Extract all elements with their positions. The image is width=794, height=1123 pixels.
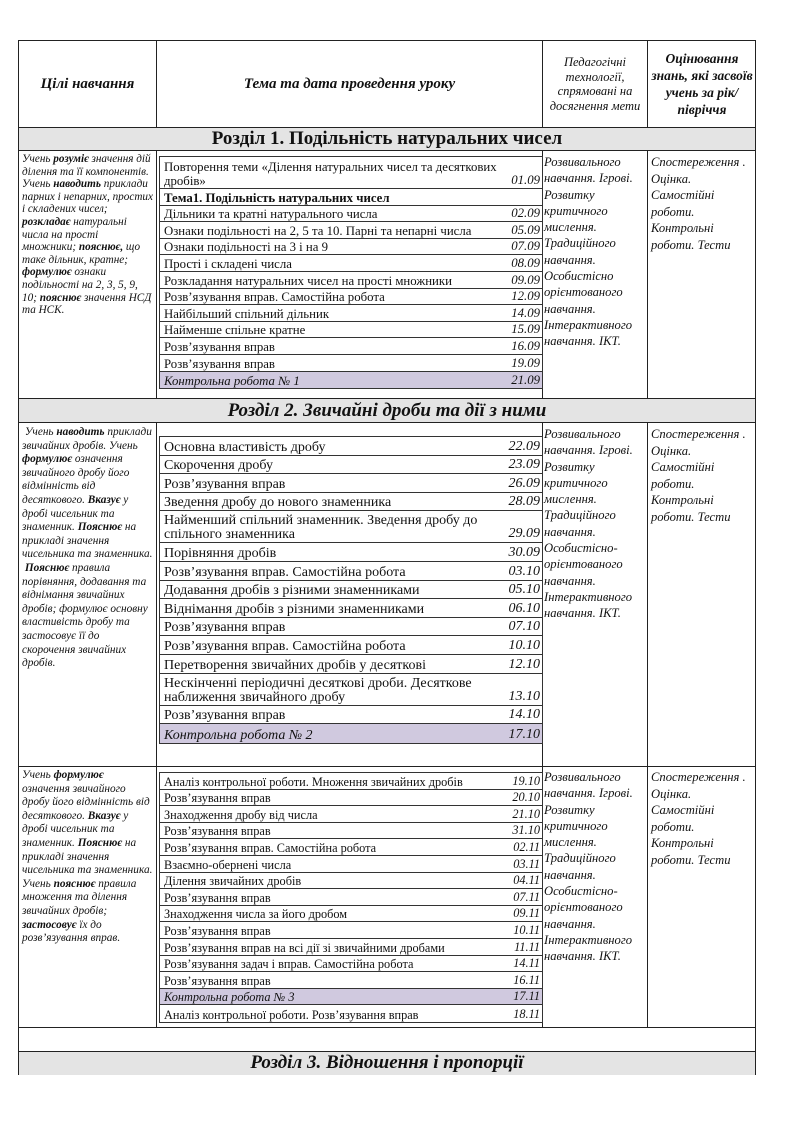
lesson-date: 17.11: [513, 989, 540, 1004]
section-1-lessons: [159, 156, 543, 389]
lesson-title: Розв’язування вправ: [164, 620, 286, 636]
lesson-title: Додавання дробів з різними знаменниками: [164, 583, 420, 599]
lesson-title: Ознаки подільності на 2, 5 та 10. Парні та непарні числа: [164, 223, 472, 238]
lesson-row: [160, 823, 542, 840]
lesson-title: Аналіз контрольної роботи. Множення звичайних дробів: [164, 774, 463, 789]
lesson-date: 05.10: [508, 582, 540, 598]
control-work-row: [160, 989, 542, 1006]
col-divider: [542, 41, 543, 127]
lesson-date: 26.09: [508, 475, 540, 491]
lesson-row: [160, 636, 542, 655]
lesson-title: Розв’язування вправ: [164, 339, 275, 354]
header-assess: Оцінювання знань, які засвоїв учень за рік/півріччя: [651, 51, 753, 117]
lesson-title: Розв’язування вправ. Самостійна робота: [164, 290, 385, 305]
lesson-row: [160, 157, 542, 189]
lesson-row: [160, 239, 542, 256]
lesson-date: 01.09: [511, 173, 540, 187]
lesson-date: 19.09: [511, 355, 540, 370]
lesson-title: Розв’язування вправ. Самостійна робота: [164, 638, 406, 654]
lesson-row: [160, 618, 542, 637]
plan-table: [18, 40, 756, 1075]
lesson-row: [160, 655, 542, 674]
lesson-row: [160, 206, 542, 223]
header-tech: Педагогічні технології, спрямовані на досягнення мети: [549, 55, 641, 113]
lesson-title: Контрольна робота № 3: [164, 990, 295, 1005]
header-topic: Тема та дата проведення уроку: [243, 75, 456, 92]
lesson-row: [160, 543, 542, 562]
lesson-title: Розв’язування вправ: [164, 923, 271, 938]
lesson-date: 28.09: [508, 494, 540, 510]
lesson-date: 29.09: [508, 526, 540, 542]
lesson-date: 09.11: [513, 906, 540, 921]
lesson-date: 03.11: [513, 856, 540, 871]
lesson-title: Найменший спільний знаменник. Зведення дробу до спільного знаменника: [164, 513, 478, 543]
lesson-row: [160, 706, 542, 725]
lesson-title: Основна властивість дробу: [164, 439, 326, 455]
lesson-title: Прості і складені числа: [164, 256, 292, 271]
lesson-title: Розв’язування задач і вправ. Самостійна робота: [164, 957, 414, 972]
lesson-title: Розв’язування вправ на всі дії зі звичайними дробами: [164, 940, 445, 955]
lesson-date: 30.09: [508, 544, 540, 560]
lesson-title: Зведення дробу до нового знаменника: [164, 495, 392, 511]
lesson-date: 17.10: [508, 726, 540, 742]
lesson-row: [160, 773, 542, 790]
lesson-title: Розв’язування вправ: [164, 708, 286, 724]
lesson-date: 23.09: [508, 457, 540, 473]
lesson-row: [160, 906, 542, 923]
lesson-row: [160, 674, 542, 706]
lesson-title: Контрольна робота № 2: [164, 727, 313, 743]
lesson-title: Розв’язування вправ: [164, 973, 271, 988]
lesson-date: 22.09: [508, 438, 540, 454]
lesson-title: Перетворення звичайних дробів у десяткові: [164, 657, 426, 673]
lesson-date: 12.10: [508, 656, 540, 672]
lesson-row: [160, 581, 542, 600]
lesson-date: 10.10: [508, 637, 540, 653]
lesson-date: 04.11: [513, 873, 540, 888]
lesson-title: Тема1. Подільність натуральних чисел: [164, 190, 390, 205]
section-2b-tech: Розвивального навчання. Ігрові. Розвитку критичного мислення. Традиційного навчання. Особистісно-орієнтованого навчання. Інтерактивного навчання. ІКТ.: [544, 770, 633, 964]
lesson-row: [160, 456, 542, 475]
header-goals: Цілі навчання: [40, 75, 135, 92]
lesson-date: 03.10: [508, 563, 540, 579]
row-divider: [19, 1051, 755, 1052]
lesson-row: [160, 972, 542, 989]
lesson-title: Розкладання натуральних чисел на прості множники: [164, 273, 452, 288]
lesson-date: 14.10: [508, 707, 540, 723]
lesson-title: Дільники та кратні натурального числа: [164, 207, 378, 222]
lesson-row: [160, 599, 542, 618]
section-2-lessons: [159, 436, 543, 744]
col-divider: [156, 423, 157, 766]
lesson-row: [160, 562, 542, 581]
lesson-row: [160, 355, 542, 372]
lesson-title: Знаходження дробу від числа: [164, 807, 318, 822]
lesson-title: Віднімання дробів з різними знаменниками: [164, 601, 425, 617]
lesson-row: [160, 790, 542, 807]
lesson-date: 07.10: [508, 619, 540, 635]
lesson-date: 10.11: [513, 922, 540, 937]
lesson-row: [160, 189, 542, 206]
lesson-title: Найбільший спільний дільник: [164, 306, 330, 321]
lesson-title: Взаємно-обернені числа: [164, 857, 292, 872]
section-2-tech: Розвивального навчання. Ігрові. Розвитку критичного мислення. Традиційного навчання. Особистісно-орієнтованого навчання. Інтерактивного навчання. ІКТ.: [544, 427, 633, 621]
lesson-row: [160, 939, 542, 956]
row-divider: [19, 422, 755, 423]
lesson-row: [160, 272, 542, 289]
section-1-goals: Учень розуміє значення дій ділення та її компонентів. Учень наводить приклади парних і непарних, простих і складених чисел; розкладає натуральні числа на прості множники; пояснює, що таке дільник, кратне; формулює ознаки подільності на 2, 3, 5, 9, 10; пояснює значення НСД та НСК.: [22, 153, 153, 317]
col-divider: [647, 766, 648, 1027]
lesson-row: [160, 493, 542, 512]
section-1-assess: Спостереження . Оцінка. Самостійні роботи. Контрольні роботи. Тести: [651, 155, 746, 252]
lesson-row: [160, 305, 542, 322]
lesson-title: Порівняння дробів: [164, 545, 277, 561]
lesson-row: [160, 806, 542, 823]
lesson-date: 21.10: [512, 806, 540, 821]
row-divider: [19, 1027, 755, 1028]
section-2b-goals: Учень формулює означення звичайного дробу його відмінність від десяткового. Вказує у дробі чисельник та знаменник. Пояснює на прикладі значення чисельника та знаменника. Учень пояснює правила множення та ділення звичайних дробів; застосовує їх до розв’язування вправ.: [22, 769, 153, 945]
lesson-row: [160, 322, 542, 339]
lesson-title: Розв’язування вправ. Самостійна робота: [164, 840, 377, 855]
lesson-date: 02.09: [511, 206, 540, 221]
lesson-title: Повторення теми «Ділення натуральних чисел та десяткових дробів»: [164, 160, 497, 188]
lesson-date: 18.11: [513, 1006, 540, 1021]
lesson-date: 09.09: [511, 272, 540, 287]
lesson-date: 14.09: [511, 305, 540, 320]
lesson-date: 16.09: [511, 338, 540, 353]
lesson-row: [160, 289, 542, 306]
lesson-title: Ознаки подільності на 3 і на 9: [164, 240, 329, 255]
lesson-row: [160, 856, 542, 873]
lesson-title: Знаходження числа за його дробом: [164, 907, 348, 922]
lesson-row: [160, 839, 542, 856]
col-divider: [647, 41, 648, 127]
lesson-date: 11.11: [514, 939, 540, 954]
lesson-title: Розв’язування вправ: [164, 824, 271, 839]
lesson-row: [160, 873, 542, 890]
lesson-title: Розв’язування вправ: [164, 890, 271, 905]
lesson-row: [160, 338, 542, 355]
lesson-row: [160, 956, 542, 973]
col-divider: [647, 423, 648, 766]
lesson-title: Розв’язування вправ: [164, 476, 286, 492]
control-work-row: [160, 724, 542, 743]
lesson-title: Розв’язування вправ: [164, 356, 275, 371]
col-divider: [156, 151, 157, 398]
lesson-date: 02.11: [513, 839, 540, 854]
section-2-goals: Учень наводить приклади звичайних дробів. Учень формулює означення звичайного дробу його відмінність від десяткового. Вказує у дробі чисельник та знаменник. Пояснює на прикладі значення чисельника та знаменника. Пояснює правила порівняння, додавання та віднімання звичайних дробів; формулює основну властивість дробу та застосовує її до скорочення звичайних дробів.: [22, 426, 153, 670]
control-work-row: [160, 372, 542, 389]
lesson-date: 21.09: [511, 373, 540, 388]
lesson-row: [160, 889, 542, 906]
lesson-date: 08.09: [511, 255, 540, 270]
lesson-date: 07.11: [513, 889, 540, 904]
lesson-title: Аналіз контрольної роботи. Розв’язування вправ: [164, 1007, 419, 1022]
lesson-title: Скорочення дробу: [164, 458, 273, 474]
lesson-row: [160, 437, 542, 456]
lesson-title: Ділення звичайних дробів: [164, 874, 302, 889]
lesson-date: 16.11: [513, 972, 540, 987]
lesson-date: 06.10: [508, 600, 540, 616]
row-divider: [19, 150, 755, 151]
lesson-date: 12.09: [511, 289, 540, 304]
lesson-date: 19.10: [512, 773, 540, 788]
lesson-date: 05.09: [511, 222, 540, 237]
lesson-row: [160, 222, 542, 239]
lesson-row: [160, 474, 542, 493]
lesson-title: Нескінченні періодичні десяткові дроби. Десяткове наближення звичайного дробу: [164, 675, 472, 705]
lesson-date: 14.11: [513, 956, 540, 971]
section-2b-assess: Спостереження . Оцінка. Самостійні роботи. Контрольні роботи. Тести: [651, 770, 746, 867]
col-divider: [647, 151, 648, 398]
lesson-date: 15.09: [511, 322, 540, 337]
lesson-title: Найменше спільне кратне: [164, 323, 306, 338]
lesson-row: [160, 922, 542, 939]
section-1-title: Розділ 1. Подільність натуральних чисел: [19, 128, 755, 150]
lesson-date: 31.10: [512, 823, 540, 838]
lesson-title: Контрольна робота № 1: [164, 374, 300, 389]
lesson-row: [160, 1005, 542, 1022]
section-1-tech: Розвивального навчання. Ігрові. Розвитку критичного мислення. Традиційного навчання. Особистісно орієнтованого навчання. Інтерактивного навчання. ІКТ.: [544, 155, 633, 349]
lesson-date: 13.10: [508, 688, 540, 704]
lesson-date: 20.10: [512, 790, 540, 805]
section-2-assess: Спостереження . Оцінка. Самостійні роботи. Контрольні роботи. Тести: [651, 427, 746, 524]
section-2b-lessons: [159, 772, 543, 1023]
lesson-date: 07.09: [511, 239, 540, 254]
lesson-title: Розв’язування вправ. Самостійна робота: [164, 564, 406, 580]
lesson-row: [160, 255, 542, 272]
lesson-title: Розв’язування вправ: [164, 791, 271, 806]
section-2-title: Розділ 2. Звичайні дроби та дії з ними: [19, 399, 755, 422]
section-3-title: Розділ 3. Відношення і пропорції: [19, 1051, 755, 1075]
col-divider: [156, 766, 157, 1027]
row-divider: [19, 766, 755, 767]
lesson-row: [160, 511, 542, 543]
